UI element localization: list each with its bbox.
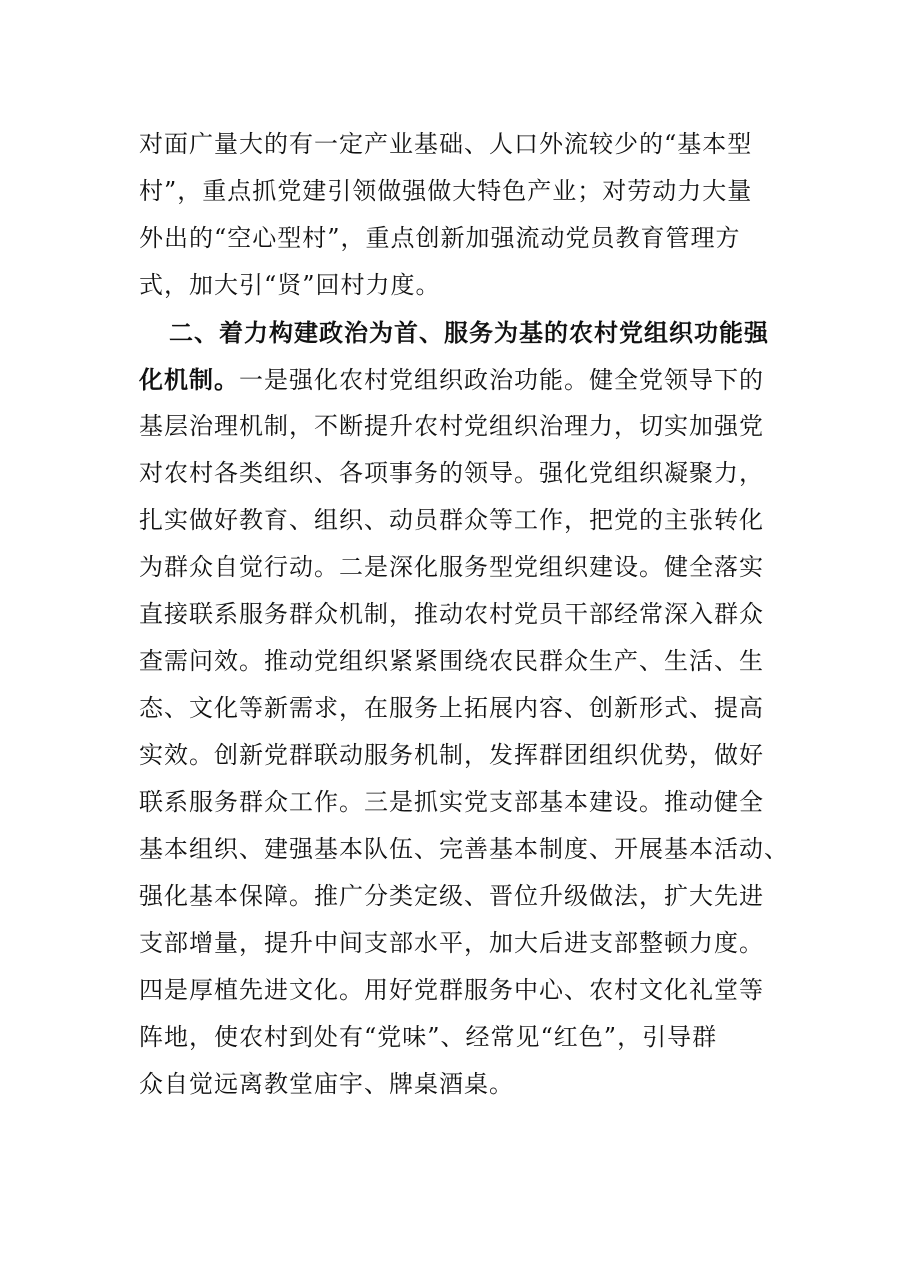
text-line: 基本组织、建强基本队伍、完善基本制度、开展基本活动、 bbox=[139, 835, 789, 863]
text-line: 查需问效。推动党组织紧紧围绕农民群众生产、生活、生 bbox=[139, 647, 764, 675]
text-line: 支部增量，提升中间支部水平，加大后进支部整顿力度。 bbox=[139, 929, 764, 957]
text-line: 基层治理机制，不断提升农村党组织治理力，切实加强党 bbox=[139, 412, 764, 440]
text-line bbox=[139, 356, 779, 403]
text-line: 式，加大引“贤”回村力度。 bbox=[139, 271, 441, 299]
text-line: 联系服务群众工作。三是抓实党支部基本建设。推动健全 bbox=[139, 788, 764, 816]
text-line: 态、文化等新需求，在服务上拓展内容、创新形式、提高 bbox=[139, 694, 764, 722]
text-line: 外出的“空心型村”，重点创新加强流动党员教育管理方 bbox=[139, 224, 741, 252]
text-segment: 一是强化农村党组织政治功能。健全党领导下的 bbox=[239, 366, 764, 394]
text-line: 阵地，使农村到处有“党味”、经常见“红色”，引导群 bbox=[139, 1023, 718, 1051]
text-line: 四是厚植先进文化。用好党群服务中心、农村文化礼堂等 bbox=[139, 976, 764, 1004]
text-line: 对面广量大的有一定产业基础、人口外流较少的“基本型 bbox=[139, 130, 753, 158]
text-line: 直接联系服务群众机制，推动农村党员干部经常深入群众 bbox=[139, 600, 764, 628]
text-line: 村”，重点抓党建引领做强做大特色产业；对劳动力大量 bbox=[139, 177, 753, 205]
body-text bbox=[139, 121, 789, 1108]
text-line: 为群众自觉行动。二是深化服务型党组织建设。健全落实 bbox=[139, 553, 764, 581]
section-heading-end: 化机制。 bbox=[139, 365, 239, 394]
text-line: 强化基本保障。推广分类定级、晋位升级做法，扩大先进 bbox=[139, 882, 764, 910]
text-line: 扎实做好教育、组织、动员群众等工作，把党的主张转化 bbox=[139, 506, 764, 534]
text-line: 对农村各类组织、各项事务的领导。强化党组织凝聚力， bbox=[139, 459, 764, 487]
text-line: 众自觉远离教堂庙宇、牌桌酒桌。 bbox=[139, 1070, 514, 1098]
text-line: 实效。创新党群联动服务机制，发挥群团组织优势，做好 bbox=[139, 741, 764, 769]
section-heading: 二、着力构建政治为首、服务为基的农村党组织功能强 bbox=[169, 318, 769, 347]
